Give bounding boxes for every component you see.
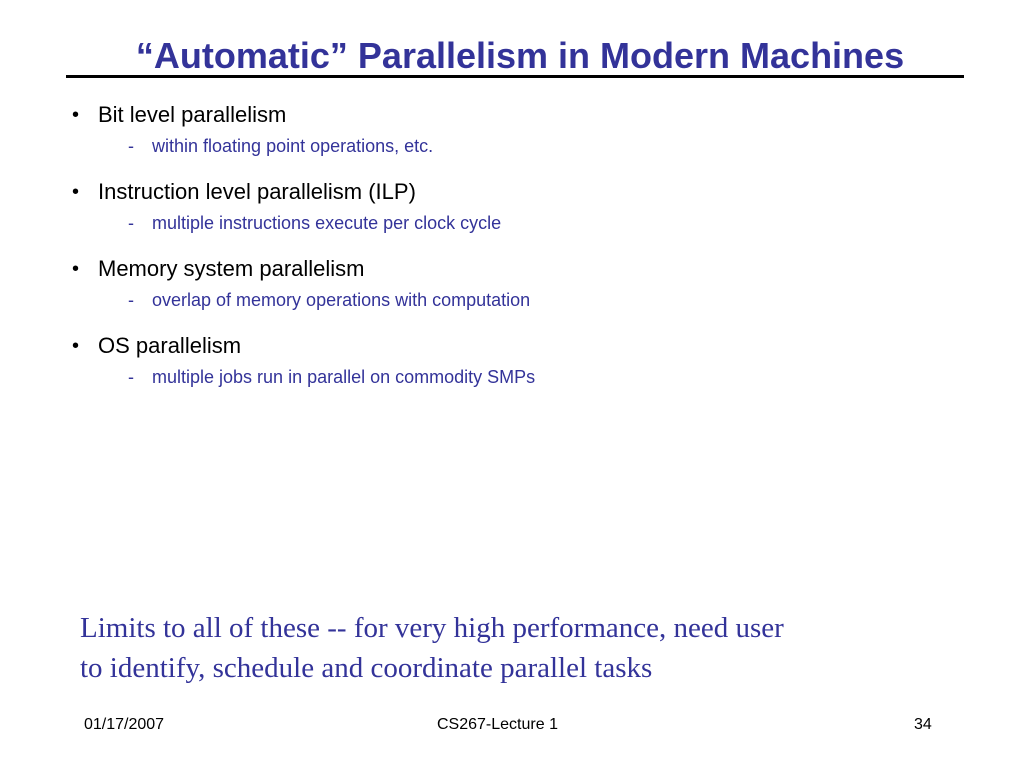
footer-date: 01/17/2007	[84, 716, 165, 733]
footer-course: CS267-Lecture 1	[437, 716, 558, 733]
closing-statement	[80, 608, 960, 688]
sub-bullet-text: multiple instructions execute per clock cycle	[152, 212, 502, 233]
bullet-text: Instruction level parallelism (ILP)	[98, 179, 416, 204]
bullet-text: Bit level parallelism	[98, 102, 287, 127]
bullet-item	[72, 178, 535, 255]
footer-page-number: 34	[914, 716, 932, 733]
bullet-item	[72, 332, 535, 394]
bullet-marker: •	[72, 257, 80, 280]
sub-bullet-marker: -	[128, 212, 134, 233]
sub-bullet-text: overlap of memory operations with computation	[152, 289, 531, 310]
bullet-marker: •	[72, 334, 80, 357]
bullet-marker: •	[72, 103, 80, 126]
sub-bullet-text: multiple jobs run in parallel on commodity SMPs	[152, 366, 536, 387]
closing-line: Limits to all of these -- for very high performance, need user	[80, 612, 784, 644]
bullet-text: OS parallelism	[98, 333, 242, 358]
bullet-item	[72, 255, 535, 332]
sub-bullet-marker: -	[128, 366, 134, 387]
sub-bullet-marker: -	[128, 289, 134, 310]
title-underline	[66, 75, 964, 78]
sub-bullet-marker: -	[128, 135, 134, 156]
bullet-marker: •	[72, 180, 80, 203]
closing-line: to identify, schedule and coordinate parallel tasks	[80, 652, 653, 684]
bullet-list	[72, 101, 535, 394]
bullet-text: Memory system parallelism	[98, 256, 365, 281]
sub-bullet-text: within floating point operations, etc.	[152, 135, 434, 156]
bullet-item	[72, 101, 535, 178]
slide-title: “Automatic” Parallelism in Modern Machines	[135, 35, 905, 76]
